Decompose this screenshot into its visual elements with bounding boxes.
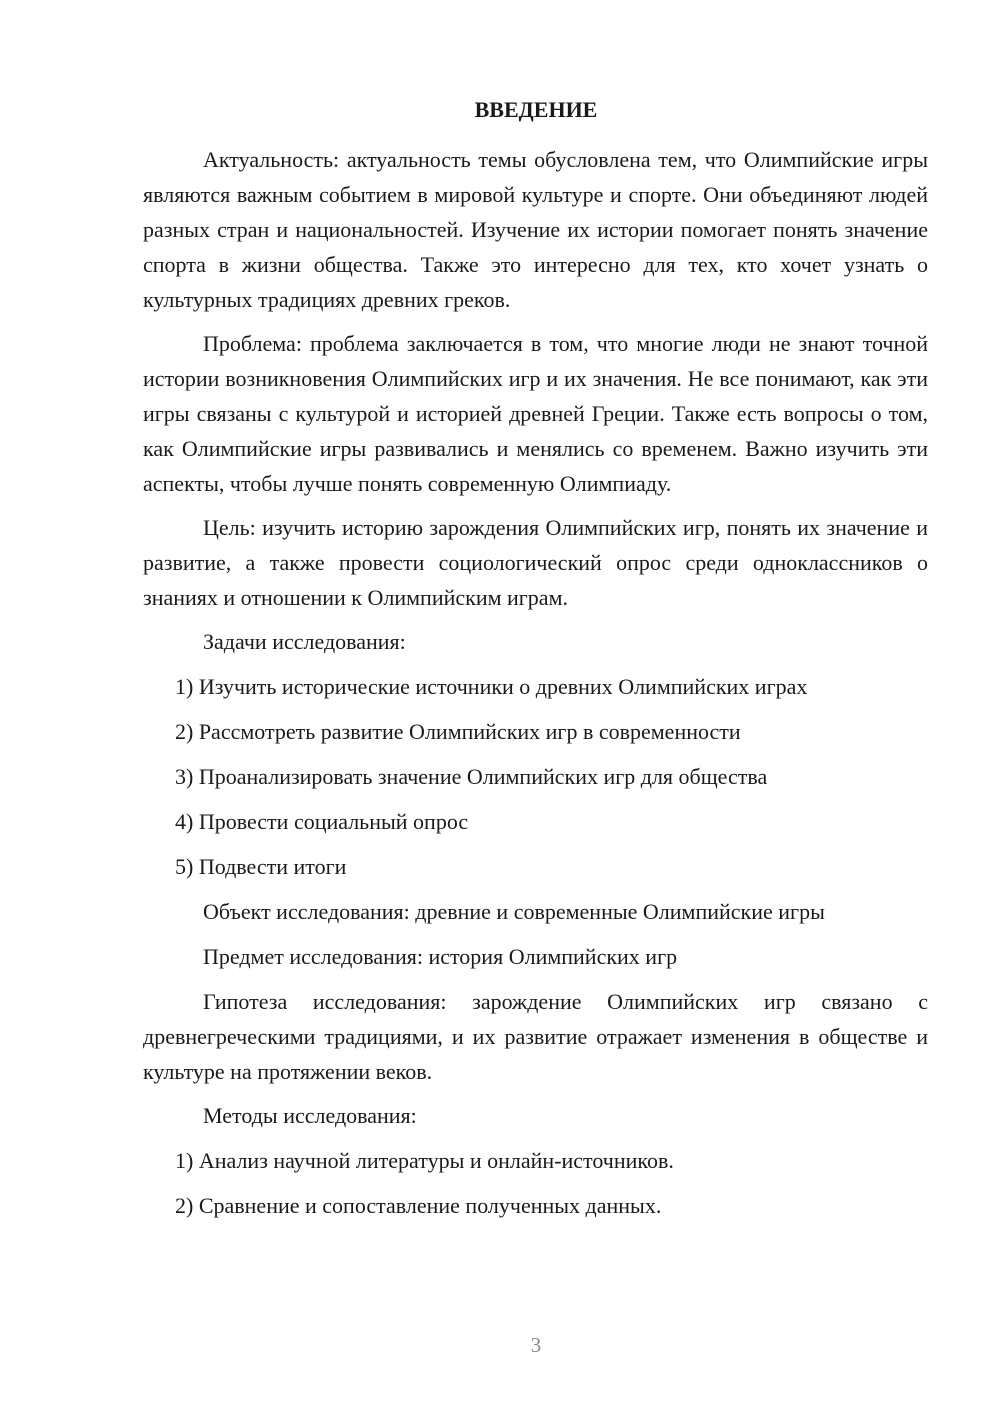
task-item-5: 5) Подвести итоги	[175, 854, 347, 879]
method-item-1: 1) Анализ научной литературы и онлайн-источников.	[175, 1148, 674, 1173]
problem-paragraph: Проблема: проблема заключается в том, что многие люди не знают точной истории возникновения Олимпийских игр и их значения. Не все понимают, как эти игры связаны с культурой и историей древней Греции. Также есть вопросы о том, как Олимпийские игры развивались и менялись со временем. Важно изучить эти аспекты, чтобы лучше понять современную Олимпиаду.	[143, 331, 928, 496]
document-body	[143, 142, 928, 1233]
method-item-2: 2) Сравнение и сопоставление полученных данных.	[175, 1193, 662, 1218]
relevance-paragraph: Актуальность: актуальность темы обусловлена тем, что Олимпийские игры являются важным событием в мировой культуре и спорте. Они объединяют людей разных стран и национальностей. Изучение их истории помогает понять значение спорта в жизни общества. Также это интересно для тех, кто хочет узнать о культурных традициях древних греков.	[143, 147, 928, 312]
page-number: 3	[530, 1333, 542, 1357]
goal-paragraph: Цель: изучить историю зарождения Олимпийских игр, понять их значение и развитие, а также провести социологический опрос среди одноклассников о знаниях и отношении к Олимпийским играм.	[143, 515, 928, 610]
tasks-heading: Задачи исследования:	[203, 629, 406, 654]
research-subject: Предмет исследования: история Олимпийских игр	[203, 944, 678, 969]
task-item-1: 1) Изучить исторические источники о древних Олимпийских играх	[175, 674, 808, 699]
research-object: Объект исследования: древние и современные Олимпийские игры	[203, 899, 825, 924]
hypothesis-paragraph: Гипотеза исследования: зарождение Олимпийских игр связано с древнегреческими традициями, и их развитие отражает изменения в обществе и культуре на протяжении веков.	[143, 989, 928, 1084]
task-item-3: 3) Проанализировать значение Олимпийских игр для общества	[175, 764, 768, 789]
task-item-4: 4) Провести социальный опрос	[175, 809, 469, 834]
methods-heading: Методы исследования:	[203, 1103, 417, 1128]
task-item-2: 2) Рассмотреть развитие Олимпийских игр в современности	[175, 719, 741, 744]
section-title: ВВЕДЕНИЕ	[474, 97, 598, 122]
